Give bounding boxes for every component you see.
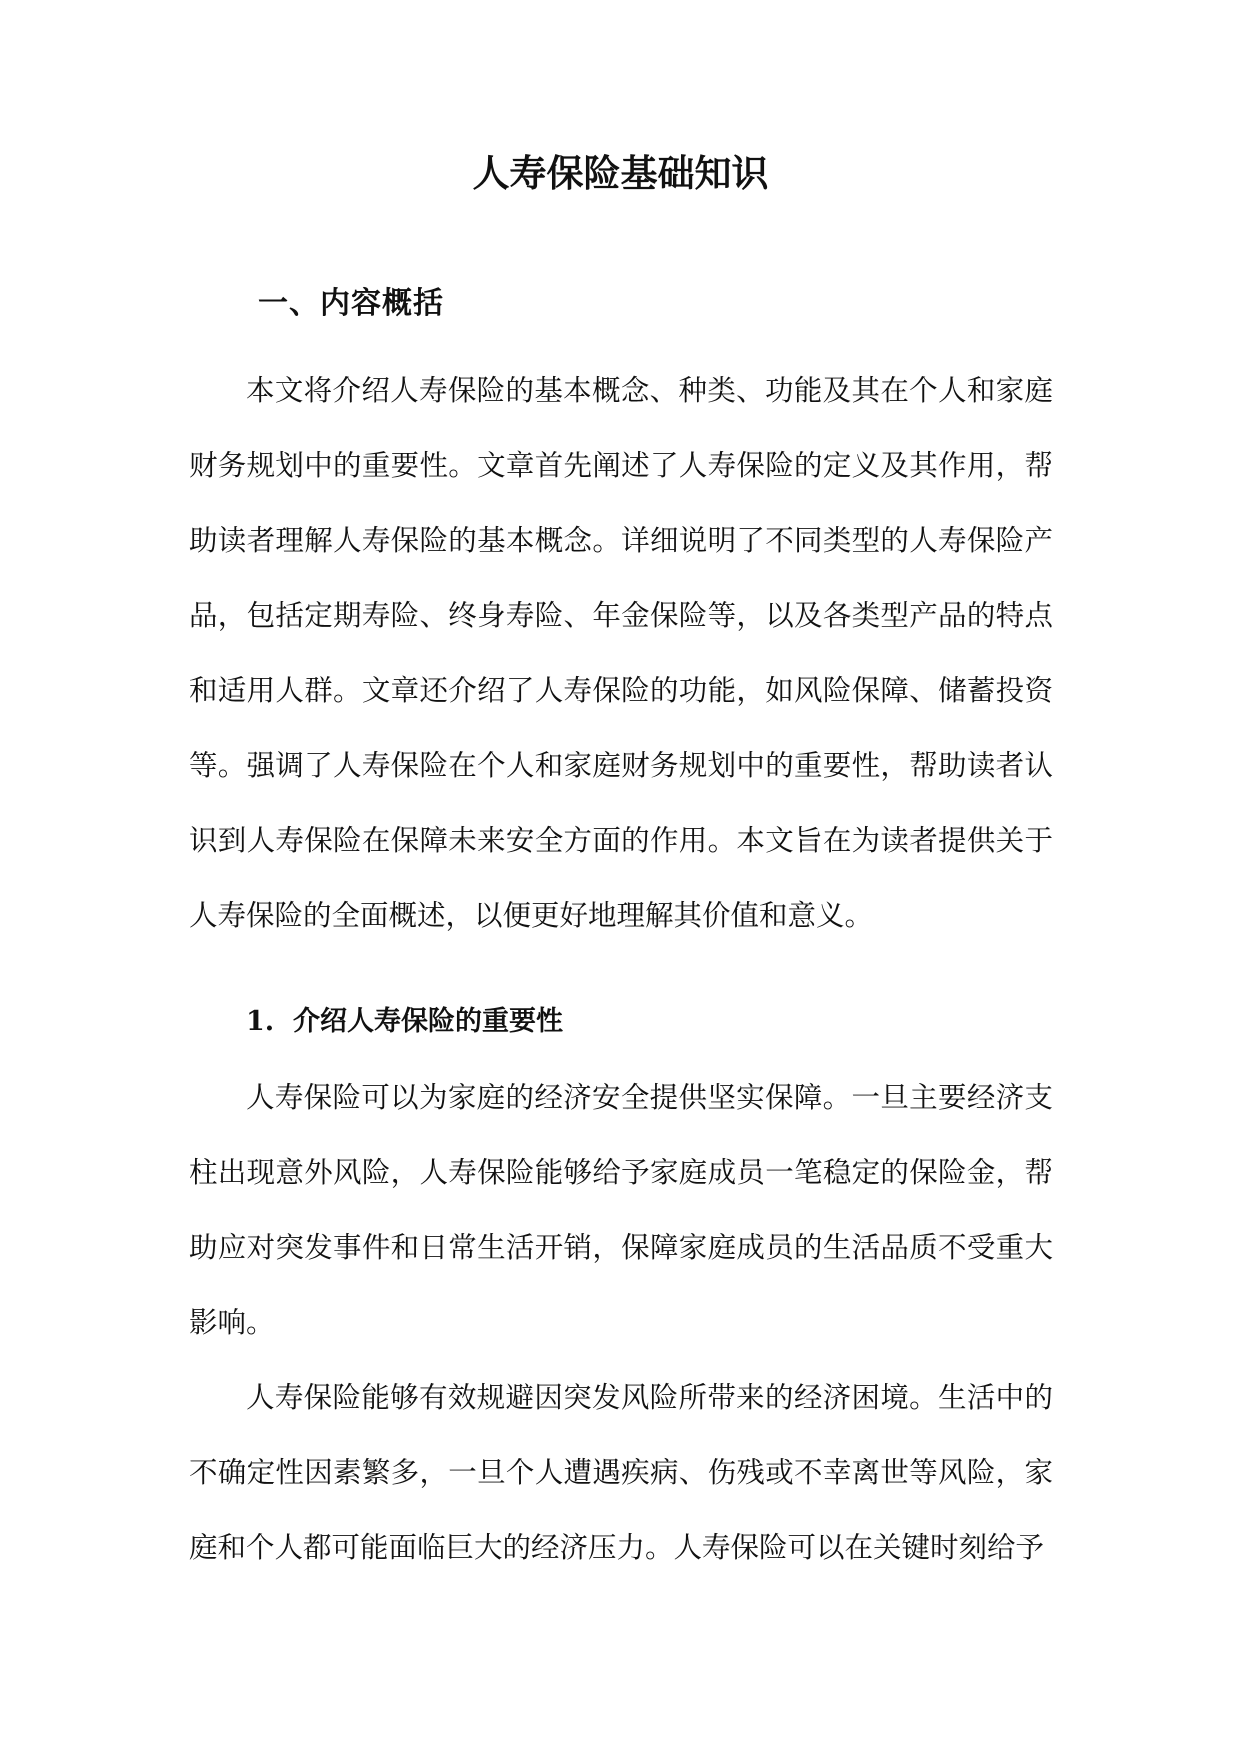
subsection-heading: 1. 介绍人寿保险的重要性 (246, 1006, 563, 1037)
body-paragraph: 人寿保险可以为家庭的经济安全提供坚实保障。一旦主要经济支柱出现意外风险，人寿保险能够给予家庭成员一笔稳定的保险金，帮助应对突发事件和日常生活开销，保障家庭成员的生活品质不受重大影响。 (189, 1081, 1053, 1339)
section-heading: 一、内容概括 (258, 286, 444, 321)
document-title: 人寿保险基础知识 (472, 151, 769, 195)
summary-paragraph: 本文将介绍人寿保险的基本概念、种类、功能及其在个人和家庭财务规划中的重要性。文章首先阐述了人寿保险的定义及其作用，帮助读者理解人寿保险的基本概念。详细说明了不同类型的人寿保险产品，包括定期寿险、终身寿险、年金保险等，以及各类型产品的特点和适用人群。文章还介绍了人寿保险的功能，如风险保障、储蓄投资等。强调了人寿保险在个人和家庭财务规划中的重要性，帮助读者认识到人寿保险在保障未来安全方面的作用。本文旨在为读者提供关于人寿保险的全面概述，以便更好地理解其价值和意义。 (189, 374, 1053, 932)
body-paragraph: 人寿保险能够有效规避因突发风险所带来的经济困境。生活中的不确定性因素繁多，一旦个人遭遇疾病、伤残或不幸离世等风险，家庭和个人都可能面临巨大的经济压力。人寿保险可以在关键时刻给予 (189, 1381, 1053, 1564)
